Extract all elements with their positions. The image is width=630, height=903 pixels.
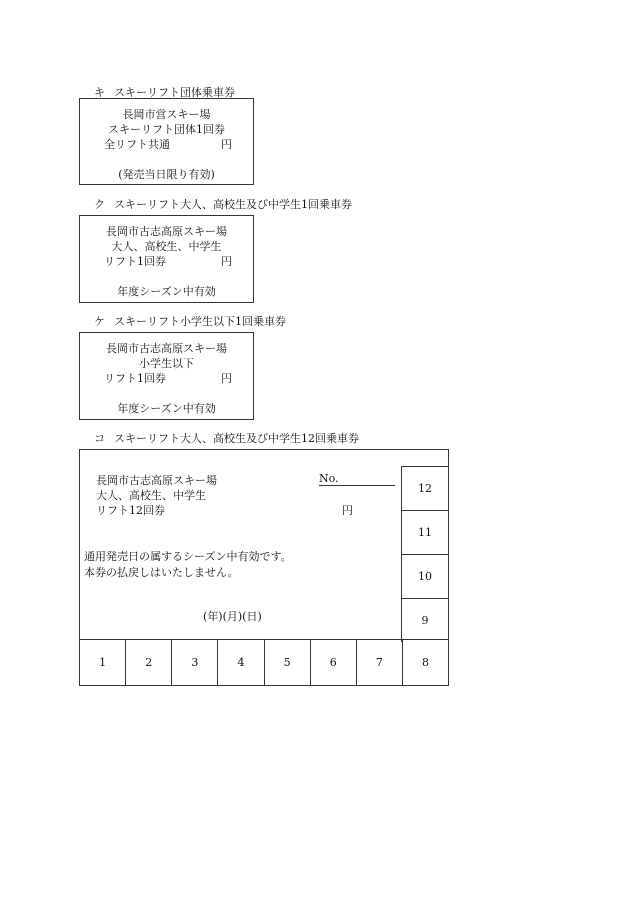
ticket-date: (年)(月)(日): [203, 610, 262, 623]
ticket-line4: 年度シーズン中有効: [117, 402, 216, 415]
ticket-line2: スキーリフト団体1回券: [108, 123, 225, 136]
section-heading-ko: [94, 430, 359, 446]
ticket-ke: [79, 332, 254, 420]
ticket-line4: (発売当日限り有効): [118, 168, 215, 181]
section-key: キ: [94, 86, 105, 99]
ticket-line4: 年度シーズン中有効: [117, 285, 216, 298]
ticket-line1: 長岡市古志高原スキー場: [106, 342, 227, 355]
ticket-note1: 通用発売日の属するシーズン中有効です。: [84, 550, 292, 563]
section-key: ク: [94, 198, 105, 211]
ticket-number-field: [319, 472, 395, 486]
punch-cell: 9: [402, 598, 448, 642]
ticket-line1: 長岡市古志高原スキー場: [96, 474, 217, 487]
punch-cell: 5: [264, 640, 310, 685]
section-title: スキーリフト小学生以下1回乗車券: [114, 315, 286, 328]
ticket-line3-right: 円: [221, 372, 232, 385]
punch-cell: 10: [402, 554, 448, 598]
ticket-line3-left: リフト1回券: [104, 255, 166, 268]
section-key: ケ: [94, 315, 105, 328]
punch-cell: 12: [418, 481, 432, 495]
ticket-top-strip: [401, 450, 448, 467]
ticket-line3-right: 円: [221, 138, 232, 151]
punch-cell: 1: [99, 656, 107, 669]
ticket-line2: 小学生以下: [139, 357, 194, 370]
ticket-line1: 長岡市古志高原スキー場: [106, 225, 227, 238]
punch-row: [80, 639, 448, 685]
ticket-line3-left: 全リフト共通: [104, 138, 170, 151]
ticket-note2: 本券の払戻しはいたしません。: [84, 566, 239, 579]
ticket-line1: 長岡市営スキー場: [122, 108, 211, 121]
section-title: スキーリフト大人、高校生及び中学生12回乗車券: [114, 432, 359, 445]
punch-cell: 7: [356, 640, 402, 685]
punch-cell: 6: [310, 640, 356, 685]
ticket-line3-right: 円: [342, 504, 353, 517]
ticket-ko: [79, 449, 449, 686]
section-key: コ: [94, 432, 105, 445]
section-heading-ke: [94, 313, 286, 329]
ticket-line3-left: リフト12回券: [96, 504, 165, 517]
punch-cell: 11: [402, 510, 448, 554]
punch-cell: 4: [217, 640, 263, 685]
punch-column: [401, 466, 448, 642]
ticket-ki: [79, 98, 254, 185]
ticket-line3-right: 円: [221, 255, 232, 268]
section-title: スキーリフト団体乗車券: [114, 86, 235, 99]
ticket-line2: 大人、高校生、中学生: [111, 240, 222, 253]
punch-cell: 8: [402, 640, 448, 685]
ticket-line2: 大人、高校生、中学生: [96, 489, 206, 502]
punch-cell: 3: [171, 640, 217, 685]
ticket-line3-left: リフト1回券: [104, 372, 166, 385]
section-heading-ku: [94, 196, 352, 212]
punch-cell: 2: [125, 640, 171, 685]
section-title: スキーリフト大人、高校生及び中学生1回乗車券: [114, 198, 352, 211]
ticket-ku: [79, 215, 254, 303]
ticket-number-label: No.: [319, 472, 339, 485]
